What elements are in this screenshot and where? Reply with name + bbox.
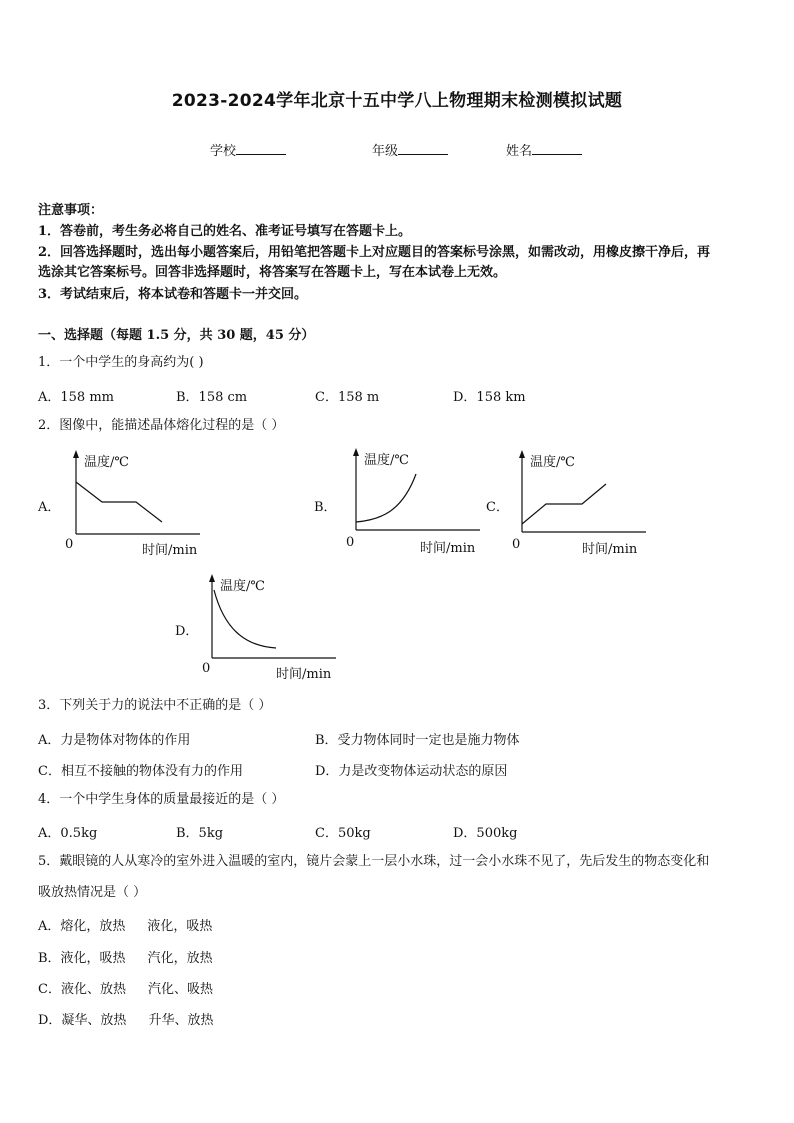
- q2-graph-d: [196, 572, 346, 684]
- question-4-stem: 4．一个中学生身体的质量最接近的是（ ）: [38, 792, 285, 807]
- q1-option-d[interactable]: D．158 km: [453, 390, 526, 405]
- q1-option-c[interactable]: C．158 m: [315, 390, 380, 405]
- q5-option-d-second: 升华、放热: [148, 1013, 214, 1028]
- name-field: [506, 140, 582, 159]
- q2-graph-b-xlabel: 时间/min: [420, 541, 476, 556]
- q3-option-a[interactable]: A．力是物体对物体的作用: [38, 733, 191, 748]
- q4-option-a[interactable]: A．0.5kg: [38, 826, 98, 841]
- q2-option-d-label[interactable]: D．: [175, 624, 199, 639]
- q2-graph-a-ylabel: 温度/℃: [84, 455, 129, 470]
- question-2-stem: 2．图像中，能描述晶体熔化过程的是（ ）: [38, 418, 285, 433]
- q5-option-c[interactable]: [38, 978, 213, 997]
- name-label: 姓名: [506, 144, 533, 159]
- q2-graph-b-ylabel: 温度/℃: [364, 453, 409, 468]
- grade-label: 年级: [372, 144, 399, 159]
- q2-graph-c-ylabel: 温度/℃: [530, 455, 575, 470]
- notice-item-2: 2．回答选择题时，选出每小题答案后，用铅笔把答题卡上对应题目的答案标号涂黑，如需改动，用橡皮擦干净后，再: [38, 245, 711, 260]
- name-blank[interactable]: [532, 142, 582, 155]
- notice-item-2-cont: 选涂其它答案标号。回答非选择题时，将答案写在答题卡上，写在本试卷上无效。: [38, 265, 507, 280]
- q2-option-b-label[interactable]: B．: [314, 500, 337, 515]
- q5-option-d-label: D．凝华、放热: [38, 1013, 127, 1028]
- question-5-stem-cont: 吸放热情况是（ ）: [38, 885, 147, 900]
- q2-graph-a-origin: 0: [65, 537, 74, 552]
- q5-option-a[interactable]: [38, 915, 212, 934]
- q5-option-b-label: B．液化，吸热: [38, 951, 126, 966]
- q2-graph-c: [506, 448, 656, 560]
- q5-option-c-label: C．液化、放热: [38, 982, 126, 997]
- q2-graph-d-origin: 0: [202, 661, 211, 676]
- q2-graph-b: [340, 446, 490, 558]
- q3-option-b[interactable]: B．受力物体同时一定也是施力物体: [315, 733, 520, 748]
- q3-option-d[interactable]: D．力是改变物体运动状态的原因: [315, 764, 508, 779]
- q5-option-d[interactable]: [38, 1009, 213, 1028]
- q2-graph-c-xlabel: 时间/min: [582, 542, 638, 557]
- q5-option-a-label: A．熔化，放热: [38, 919, 126, 934]
- q2-graph-d-xlabel: 时间/min: [276, 667, 332, 682]
- grade-field: [372, 140, 448, 159]
- notice-item-3: 3．考试结束后，将本试卷和答题卡一并交回。: [38, 287, 308, 302]
- q2-graph-c-origin: 0: [512, 537, 521, 552]
- q2-graph-b-origin: 0: [346, 535, 355, 550]
- q4-option-d[interactable]: D．500kg: [453, 826, 518, 841]
- notice-item-1: 1．答卷前，考生务必将自己的姓名、准考证号填写在答题卡上。: [38, 224, 412, 239]
- q5-option-b[interactable]: [38, 947, 213, 966]
- q2-graph-a: [60, 448, 220, 560]
- school-blank[interactable]: [236, 142, 286, 155]
- q5-option-c-second: 汽化、吸热: [147, 982, 213, 997]
- school-field: [210, 140, 286, 159]
- q2-graph-d-ylabel: 温度/℃: [220, 579, 265, 594]
- q3-option-c[interactable]: C．相互不接触的物体没有力的作用: [38, 764, 243, 779]
- notice-heading: 注意事项：: [38, 203, 104, 218]
- section-heading: 一、选择题（每题 1.5 分，共 30 题，45 分）: [38, 328, 315, 343]
- page-title: 2023-2024学年北京十五中学八上物理期末检测模拟试题: [171, 91, 623, 111]
- q2-graph-a-xlabel: 时间/min: [142, 543, 198, 558]
- school-label: 学校: [210, 144, 237, 159]
- q5-option-b-second: 汽化，放热: [147, 951, 213, 966]
- q4-option-c[interactable]: C．50kg: [315, 826, 371, 841]
- q1-option-b[interactable]: B．158 cm: [176, 390, 248, 405]
- q5-option-a-second: 液化，吸热: [147, 919, 213, 934]
- q2-option-c-label[interactable]: C．: [486, 500, 509, 515]
- q4-option-b[interactable]: B．5kg: [176, 826, 224, 841]
- question-3-stem: 3．下列关于力的说法中不正确的是（ ）: [38, 698, 272, 713]
- q2-option-a-label[interactable]: A．: [38, 500, 61, 515]
- grade-blank[interactable]: [398, 142, 448, 155]
- question-5-stem: 5．戴眼镜的人从寒冷的室外进入温暖的室内，镜片会蒙上一层小水珠，过一会小水珠不见了，先后发生的物态变化和: [38, 854, 710, 869]
- q1-option-a[interactable]: A．158 mm: [38, 390, 114, 405]
- question-1-stem: 1．一个中学生的身高约为( ): [38, 355, 204, 370]
